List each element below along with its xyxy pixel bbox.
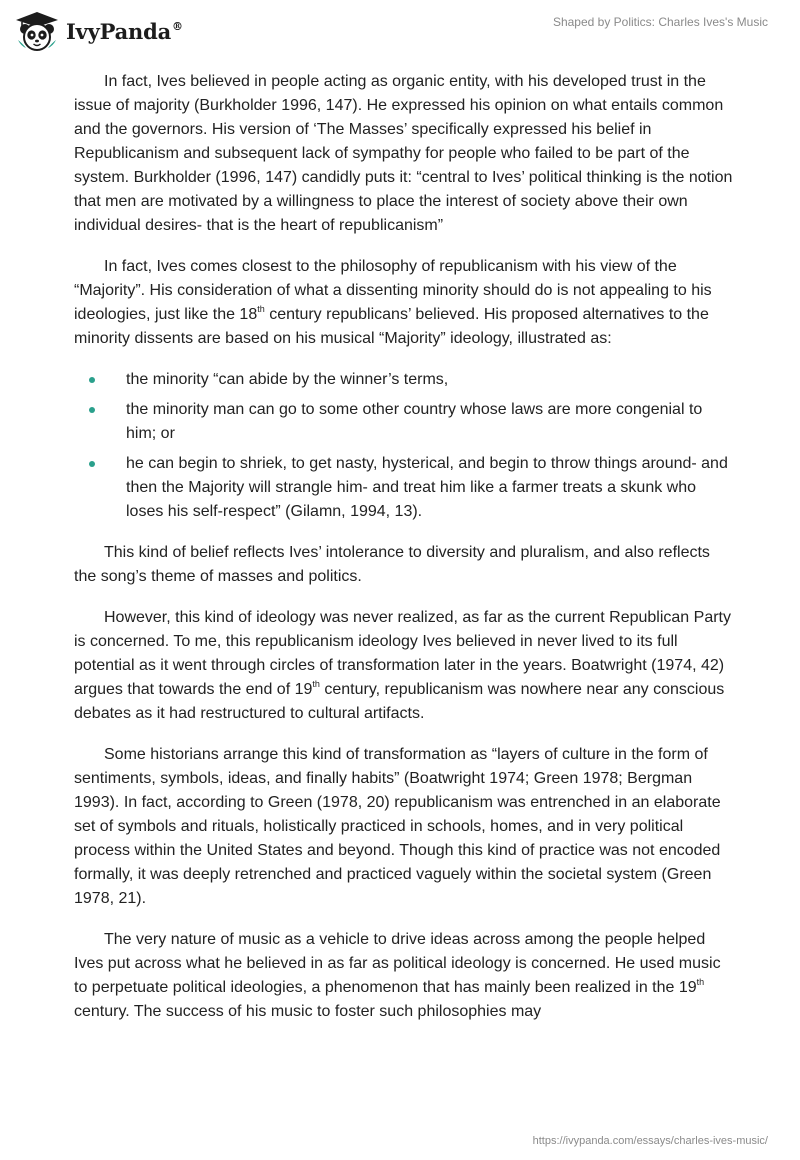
list-item: he can begin to shriek, to get nasty, hysterical, and begin to throw things around- and then the Majority will strangle him- and treat him like a farmer treats a skunk who loses his self-respect” (Gilamn, 1994, 13).	[126, 452, 734, 524]
paragraph-3: This kind of belief reflects Ives’ intolerance to diversity and pluralism, and also reflects the song’s theme of masses and politics.	[74, 544, 710, 585]
list-item: the minority “can abide by the winner’s terms,	[126, 368, 734, 392]
document-title: Shaped by Politics: Charles Ives's Music	[552, 15, 768, 29]
source-url-link[interactable]: https://ivypanda.com/essays/charles-ives-music/	[532, 1135, 768, 1147]
panda-logo-icon	[14, 10, 60, 52]
ordinal-suffix: th	[312, 679, 320, 689]
majority-alternatives-list	[74, 368, 734, 524]
bullet-dot-icon	[89, 377, 95, 383]
bullet-dot-icon	[89, 461, 95, 467]
brand-name: IvyPanda®	[66, 18, 183, 44]
paragraph-6: The very nature of music as a vehicle to drive ideas across among the people helped Ives put across what he believed in as far as political ideology is concerned. He used music to perpetuate political ideologies, a phenomenon that has mainly been realized in the 19th century. The success of his music to foster such philosophies may	[74, 931, 721, 1020]
paragraph-4: However, this kind of ideology was never realized, as far as the current Republican Party is concerned. To me, this republicanism ideology Ives believed in never lived to its full potential as it went through circles of transformation later in the years. Boatwright (1974, 42) argues that towards the end of 19th century, republicanism was nowhere near any conscious debates as it had restructured to cultural artifacts.	[74, 609, 731, 722]
bullet-dot-icon	[89, 407, 95, 413]
ordinal-suffix: th	[257, 304, 265, 314]
paragraph-2: In fact, Ives comes closest to the philosophy of republicanism with his view of the “Majority”. His consideration of what a dissenting minority should do is not appealing to his ideologies, just like the 18th century republicans’ believed. His proposed alternatives to the minority dissents are based on his musical “Majority” ideology, illustrated as:	[74, 258, 712, 347]
ordinal-suffix: th	[696, 977, 705, 987]
page-header	[0, 0, 800, 62]
ivypanda-logo[interactable]	[14, 10, 183, 52]
paragraph-1: In fact, Ives believed in people acting as organic entity, with his developed trust in the issue of majority (Burkholder 1996, 147). He expressed his opinion on what entails common and the governors. His version of ‘The Masses’ specifically expressed his belief in Republicanism and subsequent lack of sympathy for people who failed to be part of the system. Burkholder (1996, 147) candidly puts it: “central to Ives’ political thinking is the notion that men are motivated by a willingness to place the interest of society above their own individual desires- that is the heart of republicanism”	[74, 73, 733, 234]
essay-body	[74, 70, 734, 1041]
paragraph-5: Some historians arrange this kind of transformation as “layers of culture in the form of sentiments, symbols, ideas, and finally habits” (Boatwright 1974; Green 1978; Bergman 1993). In fact, according to Green (1978, 20) republicanism was entrenched in an elaborate set of symbols and rituals, holistically practiced in schools, homes, and in very political process within the United States and beyond. Though this kind of practice was not encoded formally, it was deeply retrenched and practiced vaguely within the societal system (Green 1978, 21).	[74, 746, 721, 907]
list-item: the minority man can go to some other country whose laws are more congenial to him; or	[126, 398, 734, 446]
registered-mark: ®	[172, 19, 183, 33]
